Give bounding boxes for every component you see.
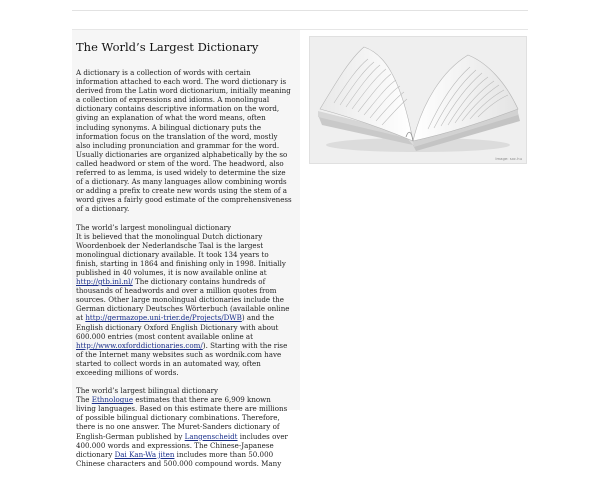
- dictionary-image: [309, 36, 527, 164]
- bilingual-text-3: includes over 400.000 words and expressions. The Chinese-Japanese dictionary: [76, 431, 288, 459]
- monolingual-text-4: ). Starting with the rise of the Internet many websites such as wordnik.com have started to collect words in an automated way, often exceeding millions of words.: [76, 340, 288, 377]
- intro-paragraph: A dictionary is a collection of words with certain information attached to each word. The word dictionary is derived from the Latin word dictionarium, initially meaning a collection of expressions and idioms. A monolingual dictionary contains descriptive information on the word, giving an explanation of what the word means, often including synonyms. A bilingual dictionary puts the information focus on the translation of the word, mostly also including pronunciation and grammar for the word. Usually dictionaries are organized alphabetically by the so called headword or stem of the word. The headword, also referred to as lemma, is used widely to determine the size of a dictionary. As many languages allow combining words or adding a prefix to create new words using the stem of a word gives a fairly good estimate of the comprehensiveness of a dictionary.: [76, 68, 292, 214]
- dwb-link[interactable]: http://germazope.uni-trier.de/Projects/DWB: [85, 313, 242, 323]
- content-card: [72, 29, 528, 468]
- open-book-icon: [310, 37, 526, 163]
- bilingual-text-1: The: [76, 395, 92, 405]
- top-divider: [72, 0, 528, 11]
- monolingual-section: [76, 223, 292, 378]
- bilingual-text-4: includes more than 50.000 Chinese characters and 500.000 compound words. Many: [76, 449, 282, 468]
- monolingual-text-1: It is believed that the monolingual Dutch dictionary Woordenboek der Nederlandsche Taal is the largest monolingual dictionary available. It took 134 years to finish, starting in 1864 and finishing only in 1998. Initially published in 40 volumes, it is now available online at: [76, 231, 286, 277]
- bilingual-text-2: estimates that there are 6,909 known living languages. Based on this estimate there are millions of possible bilingual dictionary combinations. Therefore, there is no one answer. The Muret-Sanders dictionary of English-German published by: [76, 395, 288, 441]
- monolingual-text-2: The dictionary contains hundreds of thousands of headwords and over a million quotes from sources. Other large monolingual dictionaries include the German dictionary Deutsches Wörterbuch (available online at: [76, 277, 290, 323]
- page-title: The World’s Largest Dictionary: [76, 40, 259, 54]
- monolingual-heading: The world’s largest monolingual dictionary: [76, 222, 231, 232]
- ethnologue-link[interactable]: Ethnologue: [91, 395, 134, 405]
- bilingual-heading: The world’s largest bilingual dictionary: [76, 386, 218, 396]
- image-caption: Image: sxc.hu: [495, 156, 522, 161]
- langenscheidt-link[interactable]: Langenscheidt: [184, 431, 238, 441]
- dai-kan-wa-jiten-link[interactable]: Dai Kan-Wa jiten: [114, 449, 175, 459]
- monolingual-text-3: ) and the English dictionary Oxford English Dictionary with about 600.000 entries (most content available online at: [76, 313, 279, 341]
- oxford-link[interactable]: http://www.oxforddictionaries.com/: [76, 340, 203, 350]
- bilingual-section: [76, 386, 292, 468]
- article-column: [72, 30, 300, 468]
- image-column: [304, 30, 528, 410]
- gtb-link[interactable]: http://gtb.inl.nl/: [76, 277, 133, 287]
- article: [76, 40, 292, 477]
